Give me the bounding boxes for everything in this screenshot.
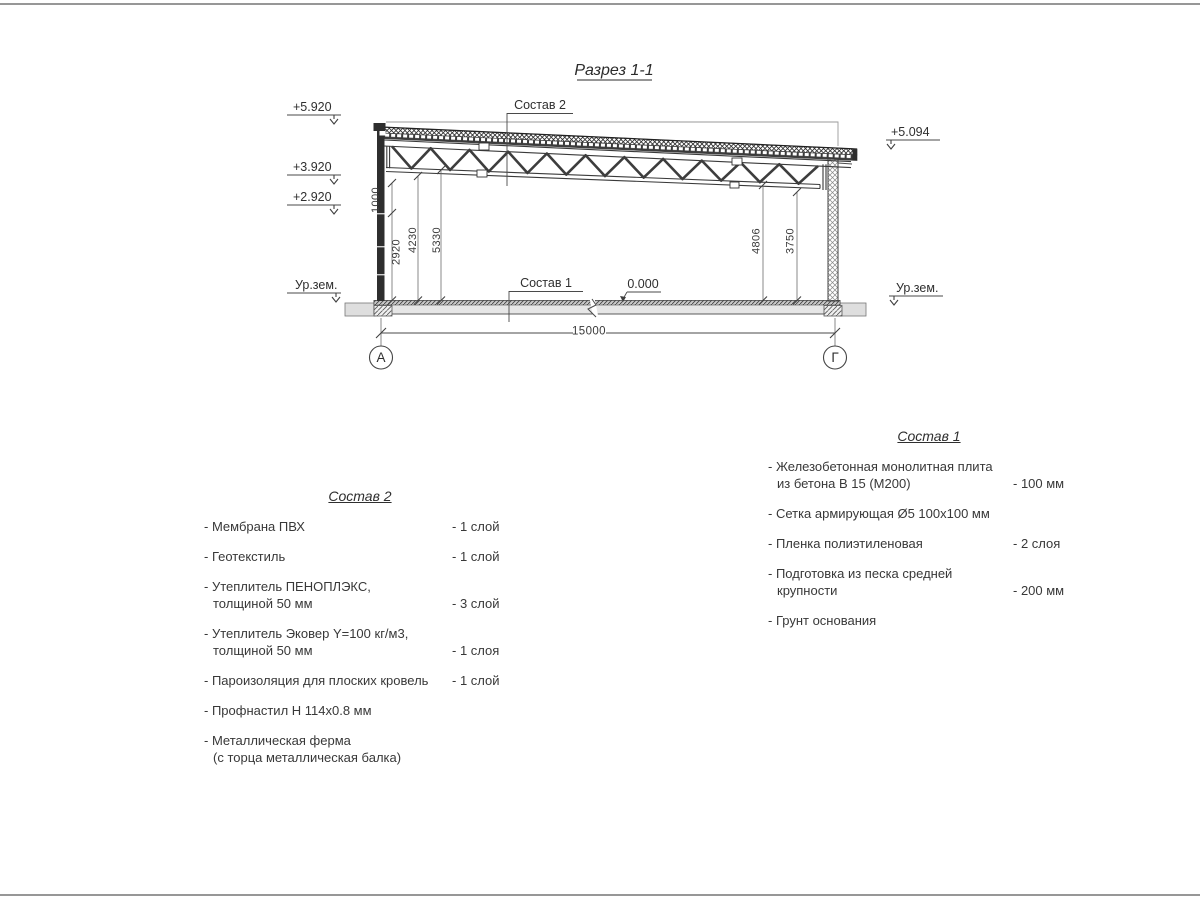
truss-splice-plate [730, 182, 739, 188]
leader-floor-label: Состав 1 [520, 276, 572, 290]
material-item [768, 535, 1090, 552]
elevation-mark-ground-right [889, 281, 943, 305]
material-qty: - 1 слой [452, 519, 500, 534]
material-name: - Железобетонная монолитная плита [768, 459, 993, 474]
material-qty: - 1 слой [452, 673, 500, 688]
roof-overhang-line [838, 163, 852, 164]
ground-block-right [840, 303, 866, 316]
dim-1000: 1000 [370, 186, 382, 214]
material-item [204, 578, 516, 612]
material-name-line2: из бетона В 15 (М200) [777, 476, 911, 491]
material-qty: - 100 мм [1013, 476, 1065, 491]
dim-4806: 4806 [750, 227, 763, 255]
material-name: - Пароизоляция для плоских кровель [204, 673, 429, 688]
material-name: - Геотекстиль [204, 549, 286, 564]
section-drawing [0, 0, 1200, 430]
elevation-mark-5920 [287, 100, 341, 124]
material-name: - Грунт основания [768, 613, 877, 628]
elevation-label: Ур.зем. [896, 281, 939, 295]
material-name-line2: толщиной 50 мм [213, 643, 313, 658]
axis-letter-a: А [376, 350, 386, 365]
composition-1-list [768, 428, 1090, 629]
elevation-mark-5094 [886, 125, 940, 149]
material-item [768, 505, 1090, 522]
axis-letter-g: Г [831, 350, 839, 365]
footing-left [374, 306, 392, 317]
material-name: - Подготовка из песка средней [768, 566, 953, 581]
elevation-label: +3.920 [293, 160, 332, 174]
material-item [768, 565, 1090, 599]
wall-panel-joint [377, 246, 385, 247]
material-qty: - 200 мм [1013, 583, 1065, 598]
dim-3750: 3750 [784, 227, 797, 255]
page-bottom-border [0, 894, 1200, 896]
parapet-cap [374, 123, 386, 131]
elevation-label: +2.920 [293, 190, 332, 204]
material-item [204, 732, 516, 766]
material-name-line2: толщиной 50 мм [213, 596, 313, 611]
axis-circle-g [824, 346, 847, 369]
drawing-title: Разрез 1-1 [574, 62, 654, 79]
material-item [768, 612, 1090, 629]
truss-splice-plate [732, 158, 742, 165]
material-name: - Металлическая ферма [204, 733, 351, 748]
elevation-label: +5.094 [891, 125, 930, 139]
dim-5330: 5330 [431, 226, 443, 254]
elevation-label: Ур.зем. [295, 278, 338, 292]
material-item [204, 702, 516, 719]
dimension-right-group [751, 181, 802, 305]
elevation-mark-2920 [287, 190, 341, 214]
material-name: - Утеплитель ПЕНОПЛЭКС, [204, 579, 371, 594]
material-name: - Пленка полиэтиленовая [768, 536, 923, 551]
roof-end-plate [853, 149, 858, 161]
material-qty: - 2 слоя [1013, 536, 1061, 551]
dim-2920: 2920 [390, 238, 403, 266]
truss-splice-plate [477, 170, 487, 177]
material-qty: - 1 слоя [452, 643, 500, 658]
elevation-label: +5.920 [293, 100, 332, 114]
dim-15000: 15000 [572, 325, 606, 338]
elevation-mark-3920 [287, 160, 341, 184]
material-name: - Профнастил Н 114х0.8 мм [204, 703, 372, 718]
material-item [204, 625, 516, 659]
zero-level-mark [620, 277, 661, 302]
material-name: - Мембрана ПВХ [204, 519, 305, 534]
material-name: - Сетка армирующая Ø5 100х100 мм [768, 506, 990, 521]
right-wall [828, 156, 838, 301]
truss-splice-plate [479, 143, 489, 150]
dim-4230: 4230 [407, 226, 419, 254]
material-item [204, 548, 516, 565]
axis-circle-a [370, 346, 393, 369]
material-qty: - 3 слой [452, 596, 500, 611]
material-item [768, 458, 1090, 492]
zero-level-label: 0.000 [627, 277, 659, 291]
material-name-line2: крупности [777, 583, 838, 598]
material-qty: - 1 слой [452, 549, 500, 564]
slab-screed-hatch [374, 301, 840, 306]
composition-1-title: Состав 1 [897, 428, 961, 444]
composition-2-title: Состав 2 [328, 488, 392, 504]
ground-block-left [345, 303, 375, 316]
wall-panel-joint [377, 274, 385, 275]
footing-right [824, 306, 842, 317]
floor-slab [345, 298, 866, 318]
dimension-15000 [376, 318, 840, 346]
elevation-mark-ground-left [287, 278, 341, 302]
material-item [204, 518, 516, 535]
material-name-line2: (с торца металлическая балка) [213, 750, 402, 765]
leader-sostav-1 [509, 276, 583, 322]
leader-roof-label: Состав 2 [514, 98, 566, 112]
material-item [204, 672, 516, 689]
composition-2-list [204, 488, 516, 766]
material-name: - Утеплитель Эковер Y=100 кг/м3, [204, 626, 409, 641]
